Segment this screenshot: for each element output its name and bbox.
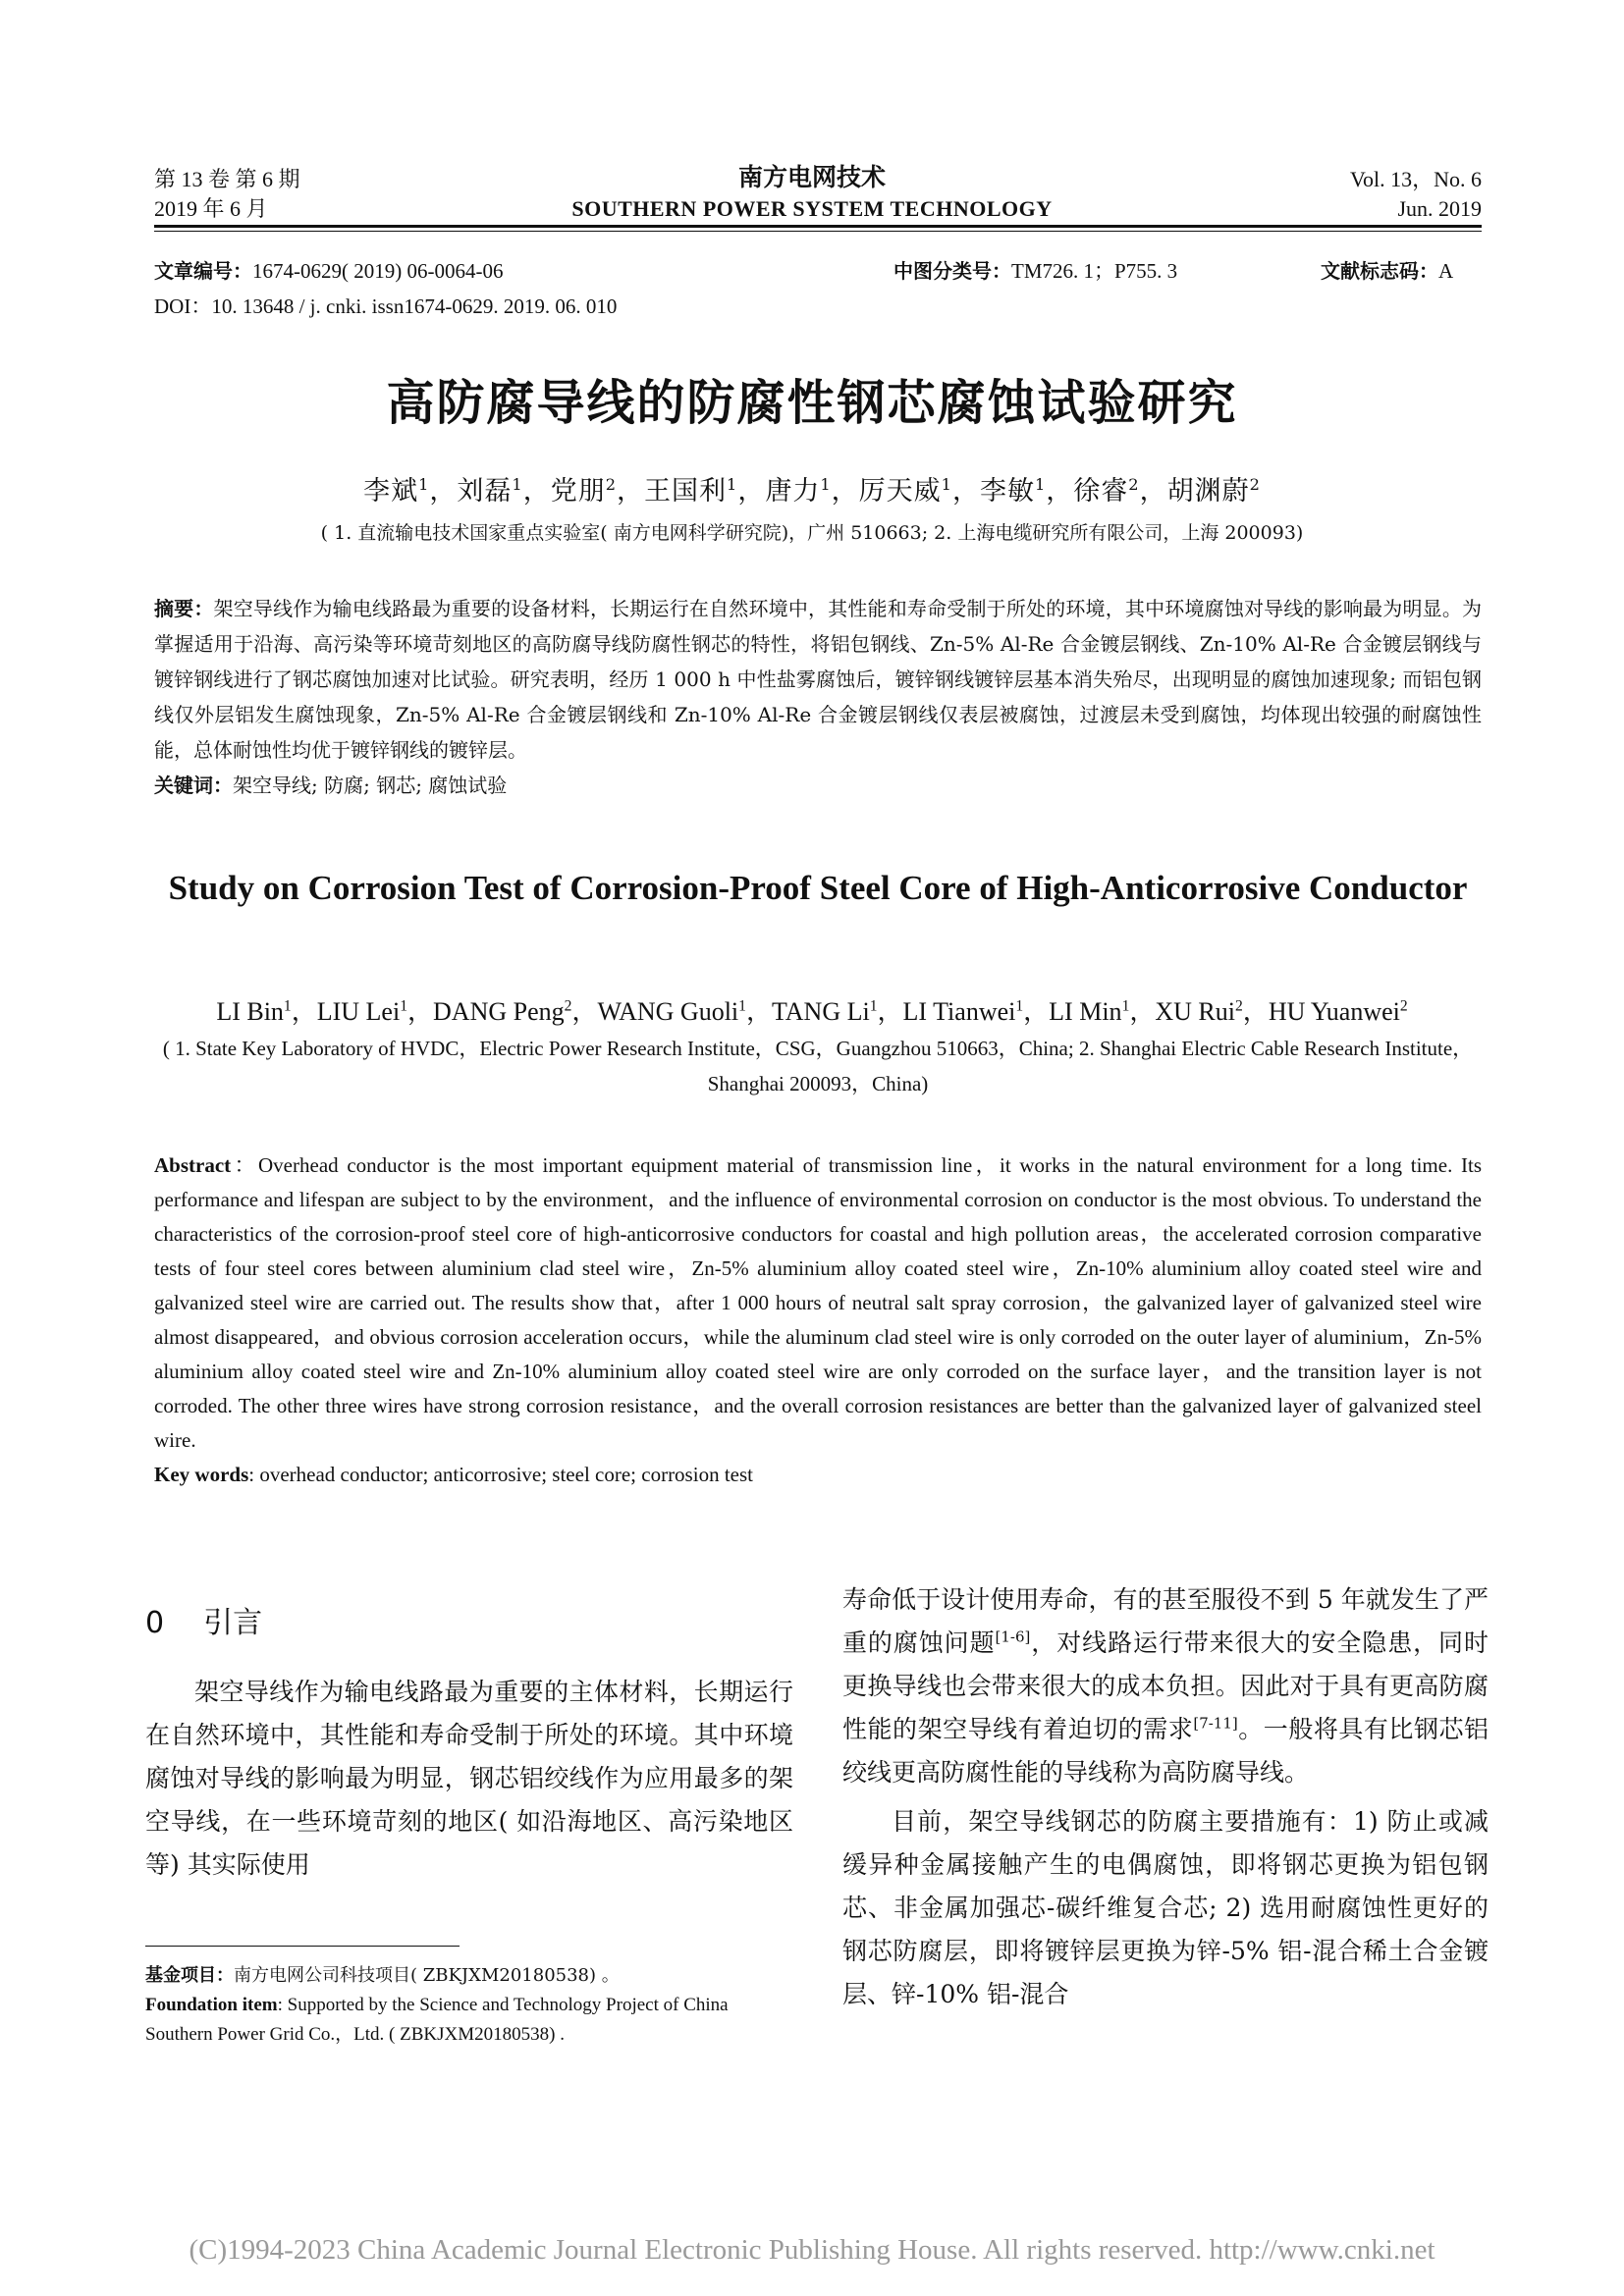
intro-left-column [145,1671,793,1887]
article-number [154,257,503,285]
author-cn-affiliation-mark: 1 [1034,475,1047,494]
author-cn-affiliation-mark: 2 [605,475,618,494]
article-number-value: 1674-0629( 2019) 06-0064-06 [252,259,504,283]
author-cn-name: 王国利 [644,476,728,507]
author-en-name: LI Bin [216,997,284,1026]
abstract-en-label: Abstract [154,1153,232,1177]
author-cn-affiliation-mark: 2 [1128,475,1140,494]
section-title: 引言 [203,1606,263,1640]
document-code-label: 文献标志码： [1321,259,1438,283]
header-issue [154,165,300,224]
clc-value: TM726. 1；P755. 3 [1011,259,1178,283]
author-en-separator: ， [571,997,598,1026]
clc-label: 中图分类号： [893,259,1011,283]
author-en-name: DANG Peng [433,997,565,1026]
author-en-name: XU Rui [1155,997,1235,1026]
author-cn-separator: ， [1046,476,1074,507]
keywords-cn-label: 关键词： [154,774,233,797]
abstract-cn [154,591,1482,803]
author-cn-name: 徐睿 [1073,476,1129,507]
intro-text-a: 寿命低于设计使用寿命，有的甚至服役不到 5 年就发生了严重的腐蚀问题 [842,1585,1489,1657]
article-number-label: 文章编号： [154,259,252,283]
abstract-en [154,1148,1482,1492]
author-cn-affiliation-mark: 1 [820,475,832,494]
author-cn-separator: ， [831,476,859,507]
copyright-notice: (C)1994-2023 China Academic Journal Electronic Publishing House. All rights reserved. http://www.cnki.net [189,2234,1435,2266]
author-en-affiliation-mark: 2 [564,997,572,1015]
keywords-en-text: : overhead conductor; anticorrosive; steel core; corrosion test [248,1463,753,1486]
author-cn-name: 胡渊蔚 [1166,476,1250,507]
title-en: Study on Corrosion Test of Corrosion-Proof Steel Core of High-Anticorrosive Conductor [168,869,1468,907]
author-cn-separator: ， [617,476,645,507]
author-cn-separator: ， [737,476,766,507]
authors-en [0,991,1624,1028]
author-en-name: HU Yuanwei [1268,997,1400,1026]
header-vol-en [1350,165,1482,224]
doi: DOI：10. 13648 / j. cnki. issn1674-0629. 2019. 06. 010 [154,294,618,318]
abstract-cn-label: 摘要： [154,597,214,620]
intro-right-column [842,1578,1489,2016]
author-en-separator: ， [407,997,434,1026]
author-en-name: LI Tianwei [902,997,1016,1026]
author-en-name: TANG Li [771,997,870,1026]
header-date-en: Jun. 2019 [1397,196,1482,221]
author-en-name: LI Min [1049,997,1122,1026]
author-en-affiliation-mark: 1 [283,997,292,1015]
author-cn-name: 李斌 [363,476,419,507]
authors-cn [0,469,1624,507]
author-cn-affiliation-mark: 1 [727,475,738,494]
keywords-cn [154,768,1482,803]
footnote [145,1961,793,2050]
header-volume-issue: 第 13 卷 第 6 期 [154,167,300,191]
title-cn: 高防腐导线的防腐性钢芯腐蚀试验研究 [386,375,1238,431]
citation-7-11[interactable]: [7-11] [1193,1714,1238,1733]
affiliation-en: ( 1. State Key Laboratory of HVDC，Electric Power Research Institute，CSG，Guangzhou 510663，China; 2. Shanghai Electric Cable Research Institute，Shanghai 200093，China) [162,1037,1474,1095]
affiliation-cn: ( 1. 直流输电技术国家重点实验室( 南方电网科学研究院)，广州 510663; 2. 上海电缆研究所有限公司，上海 200093) [320,522,1304,544]
fund-cn-label: 基金项目： [145,1965,234,1986]
author-en-affiliation-mark: 1 [1015,997,1024,1015]
intro-text-c: 。一般将具有比钢芯铝绞线更高防腐性能的导线称为高防腐导线。 [842,1715,1489,1787]
author-cn-affiliation-mark: 2 [1249,475,1261,494]
author-en-name: LIU Lei [316,997,401,1026]
author-cn-name: 厉天威 [858,476,942,507]
intro-text-b: ，对线路运行带来很大的安全隐患，同时更换导线也会带来很大的成本负担。因此对于具有更高防腐性能的架空导线有着迫切的需求 [842,1629,1489,1743]
author-cn-affiliation-mark: 1 [418,475,430,494]
author-en-separator: ， [745,997,772,1026]
author-en-affiliation-mark: 1 [1121,997,1130,1015]
author-cn-affiliation-mark: 1 [941,475,952,494]
header-rule-thick [154,225,1482,228]
author-en-separator: ， [1242,997,1269,1026]
author-cn-affiliation-mark: 1 [512,475,523,494]
author-cn-separator: ， [1139,476,1167,507]
author-cn-name: 党朋 [550,476,606,507]
author-cn-name: 李敏 [979,476,1035,507]
author-cn-separator: ， [522,476,551,507]
section-heading [145,1598,262,1641]
fund-cn-text: 南方电网公司科技项目( ZBKJXM20180538) 。 [234,1965,620,1986]
document-code [1321,257,1453,285]
fund-cn [145,1961,793,1991]
journal-name-en: SOUTHERN POWER SYSTEM TECHNOLOGY [571,196,1053,221]
journal-masthead [419,163,1205,224]
keywords-en-label: Key words [154,1463,249,1486]
author-cn-separator: ， [951,476,980,507]
intro-paragraph-continued [842,1578,1489,1794]
keywords-cn-text: 架空导线; 防腐; 钢芯; 腐蚀试验 [233,774,508,797]
author-en-affiliation-mark: 1 [869,997,878,1015]
fund-en [145,1991,793,2050]
author-en-separator: ， [877,997,903,1026]
author-en-affiliation-mark: 2 [1399,997,1408,1015]
abstract-cn-text: 架空导线作为输电线路最为重要的设备材料，长期运行在自然环境中，其性能和寿命受制于所处的环境，其中环境腐蚀对导线的影响最为明显。为掌握适用于沿海、高污染等环境苛刻地区的高防腐导线防腐性钢芯的特性，将铝包钢线、Zn-5% Al-Re 合金镀层钢线、Zn-10% Al-Re 合金镀层钢线与镀锌钢线进行了钢芯腐蚀加速对比试验。研究表明，经历 1 000 h 中性盐雾腐蚀后，镀锌钢线镀锌层基本消失殆尽，出现明显的腐蚀加速现象; 而铝包钢线仅外层铝发生腐蚀现象，Zn-5% Al-Re 合金镀层钢线和 Zn-10% Al-Re 合金镀层钢线仅表层被腐蚀，过渡层未受到腐蚀，均体现出较强的耐腐蚀性能，总体耐蚀性均优于镀锌钢线的镀锌层。 [154,597,1483,762]
author-en-affiliation-mark: 1 [400,997,407,1015]
author-en-name: WANG Guoli [597,997,739,1026]
document-code-value: A [1438,259,1454,283]
author-en-separator: ， [1129,997,1156,1026]
header-volume-en: Vol. 13，No. 6 [1349,167,1482,191]
journal-name-cn: 南方电网技术 [737,165,886,191]
author-en-affiliation-mark: 2 [1235,997,1243,1015]
section-number: 0 [145,1606,165,1640]
author-cn-name: 唐力 [765,476,821,507]
author-en-affiliation-mark: 1 [738,997,746,1015]
intro-paragraph-2: 目前，架空导线钢芯的防腐主要措施有：1) 防止或减缓异种金属接触产生的电偶腐蚀，即将钢芯更换为铝包钢芯、非金属加强芯-碳纤维复合芯; 2) 选用耐腐蚀性更好的钢芯防腐层，即将镀锌层更换为锌-5% 铝-混合稀土合金镀层、锌-10% 铝-混合 [842,1807,1489,2008]
author-cn-name: 刘磊 [457,476,513,507]
header-rule-thin [154,231,1482,232]
keywords-en [154,1458,1482,1492]
author-cn-separator: ， [429,476,458,507]
header-date-cn: 2019 年 6 月 [154,196,268,221]
intro-paragraph-1: 架空导线作为输电线路最为重要的主体材料，长期运行在自然环境中，其性能和寿命受制于所处的环境。其中环境腐蚀对导线的影响最为明显，钢芯铝绞线作为应用最多的架空导线，在一些环境苛刻的地区( 如沿海地区、高污染地区等) 其实际使用 [145,1678,793,1879]
author-en-separator: ， [291,997,317,1026]
fund-en-text: : Supported by the Science and Technology Project of China Southern Power Grid Co.，Ltd. ( ZBKJXM20180538) . [145,1995,729,2045]
author-en-separator: ， [1023,997,1050,1026]
footnote-rule [145,1946,460,1947]
citation-1-6[interactable]: [1-6] [995,1628,1031,1646]
fund-en-label: Foundation item [145,1995,278,2015]
abstract-en-text: ：Overhead conductor is the most important equipment material of transmission line，it works in the natural environment for a long time. Its performance and lifespan are subject to by the environment，and the influence of environmental corrosion on conductor is the most obvious. To understand the characteristics of the corrosion-proof steel core of high-anticorrosive conductors for coastal and high pollution areas，the accelerated corrosion comparative tests of four steel cores between aluminium clad steel wire，Zn-5% aluminium alloy coated steel wire，Zn-10% aluminium alloy coated steel wire and galvanized steel wire are carried out. The results show that，after 1 000 hours of neutral salt spray corrosion，the galvanized layer of galvanized steel wire almost disappeared，and obvious corrosion acceleration occurs，while the aluminum clad steel wire is only corroded on the outer layer of aluminium，Zn-5% aluminium alloy coated steel wire and Zn-10% aluminium alloy coated steel wire are only corroded on the surface layer，and the transition layer is not corroded. The other three wires have strong corrosion resistance，and the overall corrosion resistances are better than the galvanized layer of galvanized steel wire. [154,1153,1482,1452]
clc-number [893,257,1177,285]
